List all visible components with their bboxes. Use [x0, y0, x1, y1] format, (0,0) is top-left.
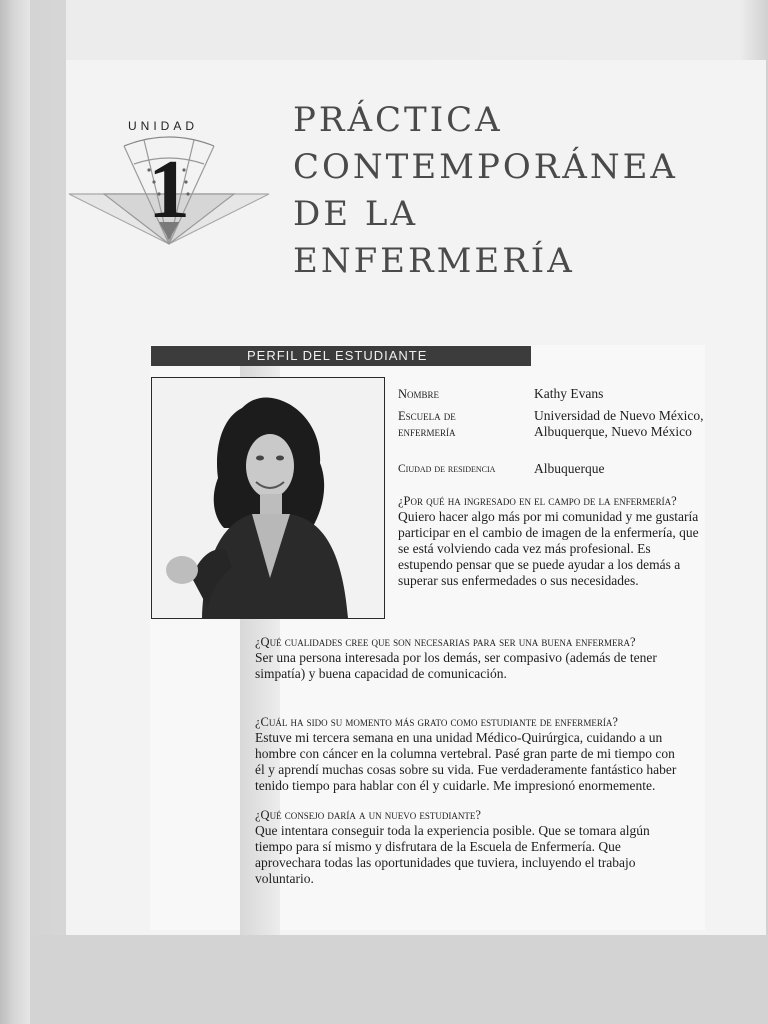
qa-block	[255, 807, 685, 887]
qa-answer: Ser una persona interesada por los demás, ser compasivo (además de tener simpatía) y buena capacidad de comunicación.	[255, 650, 657, 681]
student-photo	[151, 377, 385, 619]
qa-question: ¿Por qué ha ingresado en el campo de la enfermería?	[398, 494, 677, 508]
qa-answer: Quiero hacer algo más por mi comunidad y me gustaría participar en el cambio de imagen de la enfermería, que se está volviendo cada vez más profesional. Es estupendo pensar que se puede ayudar a los demás a superar sus enfermedades o sus necesidades.	[398, 509, 699, 588]
profile-value: Kathy Evans	[534, 386, 604, 401]
qa-block	[255, 634, 685, 682]
section-header: PERFIL DEL ESTUDIANTE	[151, 346, 531, 366]
title-line-3: DE LA	[293, 193, 419, 234]
profile-value: Universidad de Nuevo México, Albuquerque, Nuevo México	[534, 408, 704, 439]
qa-question: ¿Qué consejo daría a un nuevo estudiante?	[255, 808, 481, 822]
qa-block	[398, 493, 706, 589]
title-line-4: ENFERMERÍA	[293, 240, 575, 281]
bottom-shade	[30, 935, 768, 1024]
chapter-title	[293, 97, 763, 285]
unit-number: 1	[148, 143, 190, 236]
unit-label: UNIDAD	[128, 119, 199, 133]
title-line-1: PRÁCTICA	[293, 99, 503, 140]
qa-block	[255, 714, 685, 794]
student-portrait-image	[152, 378, 384, 618]
page-binding-shadow	[30, 0, 66, 1024]
profile-key: Escuela de enfermería	[398, 409, 456, 439]
profile-key: Ciudad de residencia	[398, 463, 496, 475]
qa-answer: Estuve mi tercera semana en una unidad Médico-Quirúrgica, cuidando a un hombre con cáncer en la columna vertebral. Pasé gran parte de mi tiempo con él y aprendí muchas cosas sobre su vida. Fue verdaderamente fantástico haber tenido tiempo para hablar con él y cuidarle. Me impresionó enormemente.	[255, 730, 677, 793]
profile-value: Albuquerque	[534, 461, 605, 476]
qa-answer: Que intentara conseguir toda la experiencia posible. Que se tomara algún tiempo para sí mismo y disfrutara de la Escuela de Enfermería. Que aprovechara todas las oportunidades que tuviera, incluyendo el trabajo voluntario.	[255, 823, 650, 886]
qa-question: ¿Qué cualidades cree que son necesarias para ser una buena enfermera?	[255, 635, 636, 649]
title-line-2: CONTEMPORÁNEA	[293, 146, 678, 187]
profile-key: Nombre	[398, 387, 440, 401]
qa-question: ¿Cuál ha sido su momento más grato como estudiante de enfermería?	[255, 715, 618, 729]
